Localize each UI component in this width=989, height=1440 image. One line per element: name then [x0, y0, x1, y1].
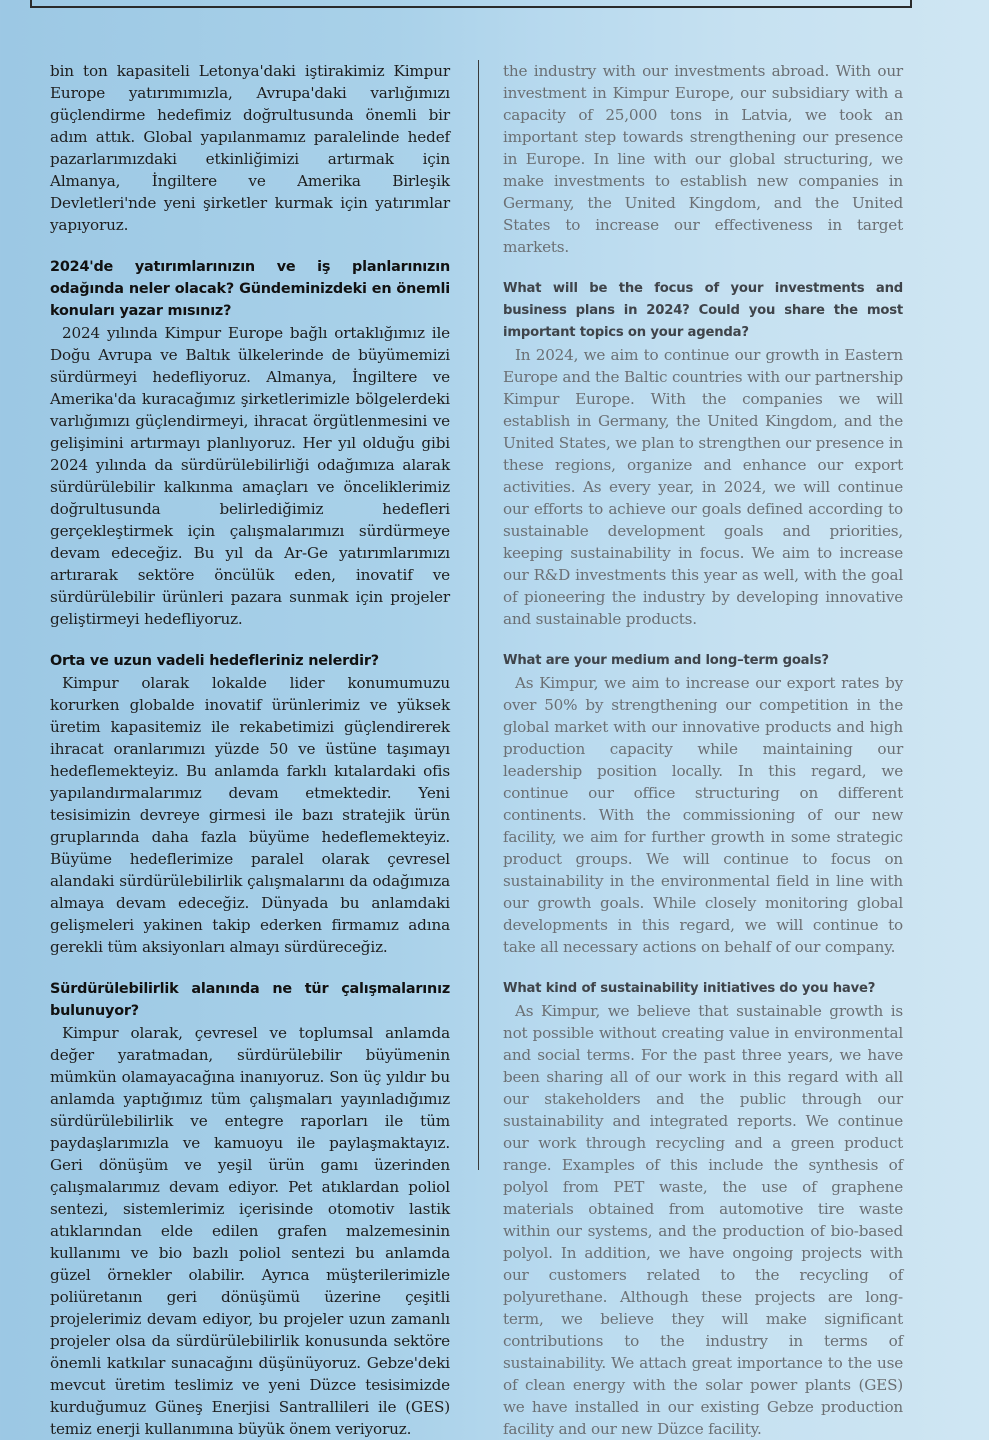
english-answer-2: As Kimpur, we aim to increase our export rates by over 50% by strengthening our competition in the global market with our innovative products and high production capacity while maintaining our leadership position locally. In this regard, we continue our office structuring on different continents. With the commissioning of our new facility, we aim for further growth in some strategic product groups. We will continue to focus on sustainability in the environmental field in line with our growth goals. While closely monitoring global developments in this regard, we will continue to take all necessary actions on behalf of our company.: [503, 674, 903, 956]
turkish-answer-3: Kimpur olarak, çevresel ve toplumsal anlamda değer yaratmadan, sürdürülebilir büyümenin mümkün olamayacağına inanıyoruz. Son üç yıldır bu anlamda yaptığımız tüm çalışmaları yayınladığımız sürdürülebilirlik ve entegre raporları ile tüm paydaşlarımızla ve kamuoyu ile paylaşmaktayız. Geri dönüşüm ve yeşil ürün gamı üzerinden çalışmalarımız devam ediyor. Pet atıklardan poliol sentezi, sistemlerimiz içerisinde otomotiv lastik atıklarından elde edilen grafen malzemesinin kullanımı ve bio bazlı poliol sentezi bu anlamda güzel örnekler olabilir. Ayrıca müşterilerimizle poliüretanın geri dönüşümü üzerine çeşitli projelerimiz devam ediyor, bu projeler uzun zamanlı projeler olsa da sürdürülebilirlik konusunda sektöre önemli katkılar sunacağını düşünüyoruz. Gebze'deki mevcut üretim teslimiz ve yeni Düzce tesisimizde kurduğumuz Güneş Enerjisi Santrallileri ile (GES) temiz enerji kullanımına büyük önem veriyoruz.: [50, 1024, 450, 1438]
english-answer-1: In 2024, we aim to continue our growth in Eastern Europe and the Baltic countries with our partnership Kimpur Europe. With the companies we will establish in Germany, the United Kingdom, and the United States, we plan to strengthen our presence in these regions, organize and enhance our export activities. As every year, in 2024, we will continue our efforts to achieve our goals defined according to sustainable development goals and priorities, keeping sustainability in focus. We aim to increase our R&D investments this year as well, with the goal of pioneering the industry by developing innovative and sustainable products.: [503, 346, 903, 628]
turkish-question-1: 2024'de yatırımlarınızın ve iş planlarınızın odağında neler olacak? Gündeminizdeki en önemli konuları yazar mısınız?: [50, 259, 450, 319]
english-question-3: What kind of sustainability initiatives do you have?: [503, 981, 876, 996]
turkish-answer-2: Kimpur olarak lokalde lider konumumuzu korurken globalde inovatif ürünlerimiz ve yüksek üretim kapasitemiz ile rekabetimizi güçlendirerek ihracat oranlarımızı yüzde 50 ve üstüne taşımayı hedeflemekteyiz. Bu anlamda farklı kıtalardaki ofis yapılandırmalarımız devam etmektedir. Yeni tesisimizin devreye girmesi ile bazı stratejik ürün gruplarında daha fazla büyüme hedeflemekteyiz. Büyüme hedeflerimize paralel olarak çevresel alandaki sürdürülebilirlik çalışmalarını da odağımıza almaya devam edeceğiz. Dünyada bu anlamdaki gelişmeleri yakinen takip ederken firmamız adına gerekli tüm aksiyonları almayı sürdüreceğiz.: [50, 674, 450, 956]
top-frame-border: [30, 0, 912, 8]
english-question-2: What are your medium and long–term goals?: [503, 653, 829, 668]
turkish-question-3: Sürdürülebilirlik alanında ne tür çalışmalarınız bulunuyor?: [50, 981, 450, 1019]
english-column: [503, 60, 903, 1440]
english-intro-paragraph: the industry with our investments abroad. With our investment in Kimpur Europe, our subsidiary with a capacity of 25,000 tons in Latvia, we took an important step towards strengthening our presence in Europe. In line with our global structuring, we make investments to establish new companies in Germany, the United Kingdom, and the United States to increase our effectiveness in target markets.: [503, 62, 903, 256]
column-divider: [478, 60, 479, 1170]
turkish-column: [50, 60, 450, 1440]
turkish-question-2: Orta ve uzun vadeli hedefleriniz nelerdir?: [50, 653, 379, 669]
english-question-1: What will be the focus of your investments and business plans in 2024? Could you share the most important topics on your agenda?: [503, 281, 903, 340]
english-answer-3: As Kimpur, we believe that sustainable growth is not possible without creating value in environmental and social terms. For the past three years, we have been sharing all of our work in this regard with all our stakeholders and the public through our sustainability and integrated reports. We continue our work through recycling and a green product range. Examples of this include the synthesis of polyol from PET waste, the use of graphene materials obtained from automotive tire waste within our systems, and the production of bio-based polyol. In addition, we have ongoing projects with our customers related to the recycling of polyurethane. Although these projects are long-term, we believe they will make significant contributions to the industry in terms of sustainability. We attach great importance to the use of clean energy with the solar power plants (GES) we have installed in our existing Gebze production facility and our new Düzce facility.: [503, 1002, 903, 1438]
turkish-intro-paragraph: bin ton kapasiteli Letonya'daki iştirakimiz Kimpur Europe yatırımımızla, Avrupa'daki varlığımızı güçlendirme hedefimiz doğrultusunda önemli bir adım attık. Global yapılanmamız paralelinde hedef pazarlarımızdaki etkinliğimizi artırmak için Almanya, İngiltere ve Amerika Birleşik Devletleri'nde yeni şirketler kurmak için yatırımlar yapıyoruz.: [50, 62, 450, 234]
turkish-answer-1: 2024 yılında Kimpur Europe bağlı ortaklığımız ile Doğu Avrupa ve Baltık ülkelerinde de büyümemizi sürdürmeyi hedefliyoruz. Almanya, İngiltere ve Amerika'da kuracağımız şirketlerimizle bölgelerdeki varlığımızı güçlendirmeyi, ihracat örgütlenmesini ve gelişimini artırmayı planlıyoruz. Her yıl olduğu gibi 2024 yılında da sürdürülebilirliği odağımıza alarak sürdürülebilir kalkınma amaçları ve önceliklerimiz doğrultusunda belirlediğimiz hedefleri gerçekleştirmek için çalışmalarımızı sürdürmeye devam edeceğiz. Bu yıl da Ar-Ge yatırımlarımızı artırarak sektöre öncülük eden, inovatif ve sürdürülebilir ürünleri pazara sunmak için projeler geliştirmeyi hedefliyoruz.: [50, 324, 450, 628]
